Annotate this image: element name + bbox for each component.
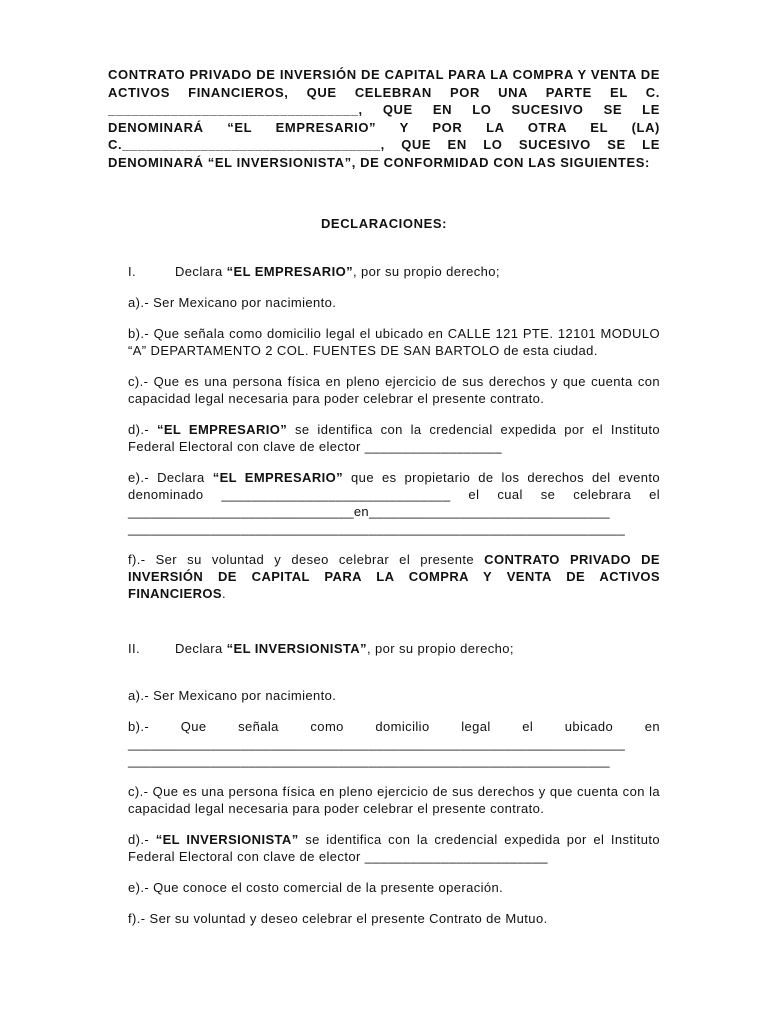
decl2-item-d <box>128 831 660 865</box>
declaration-2-post: , por su propio derecho; <box>366 641 514 656</box>
decl2-item-b-line3: ________________________________________________________________ <box>128 753 610 768</box>
decl1-item-b: b).- Que señala como domicilio legal el ubicado en CALLE 121 PTE. 12101 MODULO “A” DEPARTAMENTO 2 COL. FUENTES DE SAN BARTOLO de esta ciudad. <box>128 326 660 358</box>
decl1-item-d-pre: d).- <box>128 422 157 437</box>
decl1-item-e-line2: denominado ______________________________ el cual se celebrara el <box>128 487 660 502</box>
decl1-item-e <box>128 469 660 537</box>
decl2-item-f: f).- Ser su voluntad y deseo celebrar el presente Contrato de Mutuo. <box>128 911 548 926</box>
declaration-2-number: II. <box>128 641 141 656</box>
decl2-item-e: e).- Que conoce el costo comercial de la presente operación. <box>128 880 504 895</box>
decl2-item-c: c).- Que es una persona física en pleno ejercicio de sus derechos y que cuenta con la capacidad legal necesaria para poder celebrar el presente contrato. <box>128 784 660 816</box>
decl1-item-c: c).- Que es una persona física en pleno ejercicio de sus derechos y que cuenta con capacidad legal necesaria para poder celebrar el presente contrato. <box>128 374 660 406</box>
declaration-1-pre: Declara <box>175 264 227 279</box>
decl1-item-f-pre: f).- Ser su voluntad y deseo celebrar el presente <box>128 552 485 567</box>
decl1-item-f-post: . <box>221 586 226 601</box>
declaration-2-pre: Declara <box>175 641 227 656</box>
decl1-item-e-pre: e).- Declara <box>128 470 213 485</box>
decl1-item-e-party: “EL EMPRESARIO” <box>212 470 344 485</box>
declaration-1-post: , por su propio derecho; <box>353 264 500 279</box>
declaration-2-party: “EL INVERSIONISTA” <box>226 641 367 656</box>
decl2-item-b-line1: b).- Que señala como domicilio legal el ubicado en <box>128 719 660 734</box>
decl2-item-d-pre: d).- <box>128 832 156 847</box>
decl1-item-e-text1: que es propietario de los derechos del evento <box>343 470 660 485</box>
decl1-item-d <box>128 421 660 455</box>
declaration-2-heading <box>128 640 660 657</box>
section-title-declaraciones: DECLARACIONES: <box>320 216 448 231</box>
contract-title: CONTRATO PRIVADO DE INVERSIÓN DE CAPITAL PARA LA COMPRA Y VENTA DE ACTIVOS FINANCIEROS, QUE CELEBRAN POR UNA PARTE EL C. ________________________________, QUE EN LO SUCESIVO SE LE DENOMINARÁ “EL EMPRESARIO” Y POR LA OTRA EL (LA) C._________________________________, QUE EN LO SUCESIVO SE LE DENOMINARÁ “EL INVERSIONISTA”, DE CONFORMIDAD CON LAS SIGUIENTES: <box>108 67 660 170</box>
document-page <box>108 66 660 927</box>
decl1-item-e-line1 <box>128 469 660 486</box>
declaration-1-text <box>175 263 500 280</box>
decl2-item-a: a).- Ser Mexicano por nacimiento. <box>128 688 337 703</box>
decl1-item-f-contract: CONTRATO PRIVADO DE INVERSIÓN DE CAPITAL PARA LA COMPRA Y VENTA DE ACTIVOS FINANCIEROS <box>128 552 660 601</box>
decl1-item-d-post: se identifica con la credencial expedida por el Instituto Federal Electoral con clave de elector __________________ <box>128 422 660 454</box>
decl2-item-d-post: se identifica con la credencial expedida por el Instituto Federal Electoral con clave de elector ________________________ <box>128 832 660 864</box>
declaration-1-heading <box>128 263 660 280</box>
declaration-2-text <box>175 640 514 657</box>
declaration-1-number: I. <box>128 264 137 279</box>
decl1-item-a: a).- Ser Mexicano por nacimiento. <box>128 295 337 310</box>
decl1-item-e-line3: ______________________________en________________________________ <box>128 504 610 519</box>
decl2-item-b <box>128 718 660 769</box>
declaration-1-party: “EL EMPRESARIO” <box>226 264 353 279</box>
decl1-item-d-party: “EL EMPRESARIO” <box>156 422 288 437</box>
decl1-item-f <box>128 551 660 602</box>
decl1-item-e-line4: __________________________________________________________________ <box>128 521 625 536</box>
decl2-item-b-line2: __________________________________________________________________ <box>128 736 625 751</box>
decl2-item-d-party: “EL INVERSIONISTA” <box>155 832 299 847</box>
